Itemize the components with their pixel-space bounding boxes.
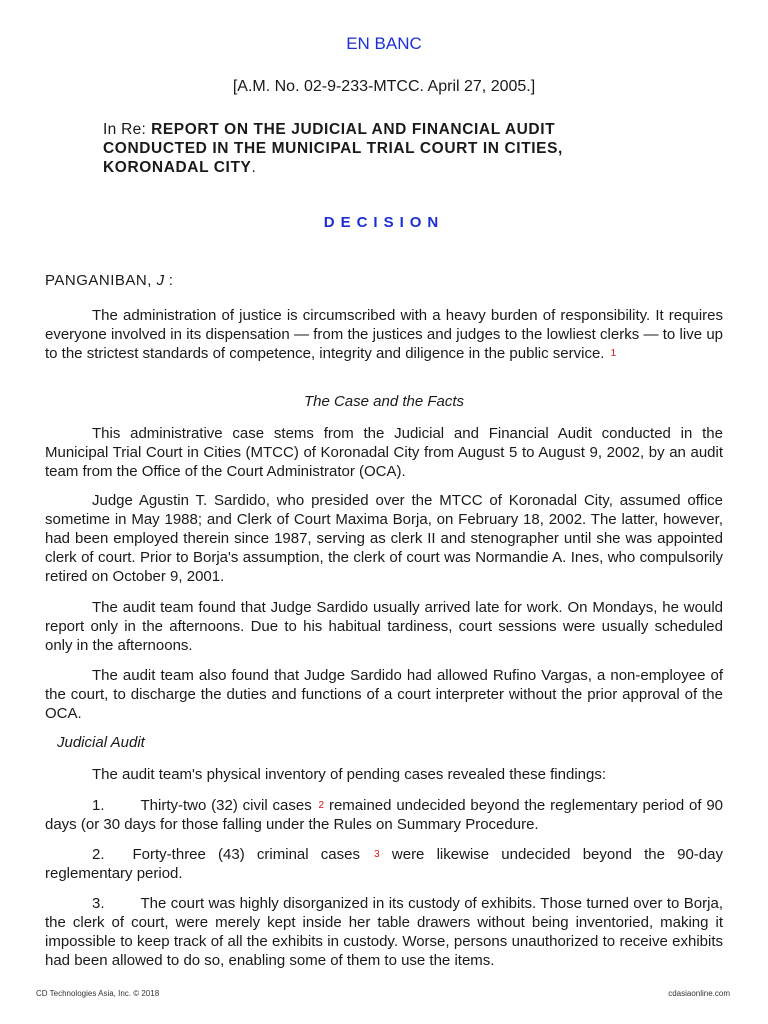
list-item-2-number: 2. — [92, 846, 105, 863]
paragraph-4: The audit team found that Judge Sardido usually arrived late for work. On Mondays, he would report only in the afternoons. Due to his habitual tardiness, court sessions were usually scheduled only in the afternoons. — [45, 599, 723, 654]
footer-copyright: CD Technologies Asia, Inc. © 2018 — [36, 989, 160, 998]
list-item-3 — [45, 894, 723, 970]
footnote-link-1[interactable]: 1 — [610, 348, 617, 359]
decision-heading: DECISION — [323, 214, 445, 231]
list-item-2-text-a: Forty-three (43) criminal cases — [132, 846, 360, 863]
document-page — [45, 0, 723, 1024]
paragraph-1-text: The administration of justice is circumscribed with a heavy burden of responsibility. It requires everyone involved in its dispensation — from the justices and judges to the lowliest clerks — to live up to the strictest standards of competence, integrity and diligence in the public service. — [45, 307, 723, 362]
case-title-lead: In Re: — [103, 121, 147, 138]
docket-number: [A.M. No. 02-9-233-MTCC. April 27, 2005.] — [232, 78, 536, 95]
list-item-3-number: 3. — [92, 895, 105, 912]
paragraph-3: Judge Agustin T. Sardido, who presided over the MTCC of Koronadal City, assumed office sometime in May 1988; and Clerk of Court Maxima Borja, on February 18, 2002. The latter, however, had been employed therein since 1987, serving as clerk II and stenographer until she was appointed clerk of court. Prior to Borja's assumption, the clerk of court was Normandie A. Ines, who compulsorily retired on October 9, 2001. — [45, 492, 723, 585]
list-item-2 — [45, 845, 723, 883]
list-item-1-number: 1. — [92, 797, 105, 814]
list-item-1-text-b: remained undecided beyond the reglementary period of 90 days (or 30 days for those falling under the Rules on Summary Procedure. — [45, 797, 724, 833]
paragraph-1 — [45, 306, 723, 363]
division-label: EN BANC — [346, 34, 422, 53]
ponente-name: PANGANIBAN, — [45, 272, 152, 289]
list-item-1 — [45, 796, 723, 834]
paragraph-2: This administrative case stems from the Judicial and Financial Audit conducted in the Municipal Trial Court in Cities (MTCC) of Koronadal City from August 5 to August 9, 2002, by an audit team from the Office of the Court Administrator (OCA). — [45, 425, 723, 480]
list-item-3-text: The court was highly disorganized in its custody of exhibits. Those turned over to Borja, the clerk of court, were merely kept inside her table drawers without being inventoried, making it impossible to keep track of all the exhibits in custody. Worse, persons unauthorized to receive exhibits had been allowed to do so, enabling some of them to use the items. — [45, 895, 723, 969]
ponente-colon: : — [168, 272, 174, 289]
section-heading-case-facts: The Case and the Facts — [303, 393, 465, 410]
case-title — [103, 120, 663, 177]
section-heading-judicial-audit: Judicial Audit — [57, 734, 145, 751]
list-item-2-text-b: were likewise undecided beyond the 90-day reglementary period. — [45, 846, 723, 882]
footnote-link-2[interactable]: 2 — [318, 800, 325, 811]
paragraph-6: The audit team's physical inventory of pending cases revealed these findings: — [92, 766, 606, 783]
ponente-designation: J — [156, 272, 165, 289]
ponente — [45, 272, 173, 289]
case-title-text: REPORT ON THE JUDICIAL AND FINANCIAL AUDIT CONDUCTED IN THE MUNICIPAL TRIAL COURT IN CITIES, KORONADAL CITY — [103, 121, 563, 176]
case-title-period: . — [251, 159, 257, 176]
paragraph-5: The audit team also found that Judge Sardido had allowed Rufino Vargas, a non-employee of the court, to discharge the duties and functions of a court interpreter without the prior approval of the OCA. — [45, 667, 723, 722]
list-item-1-text-a: Thirty-two (32) civil cases — [140, 797, 312, 814]
footer-website[interactable]: cdasiaonline.com — [668, 989, 730, 998]
footnote-link-3[interactable]: 3 — [374, 849, 380, 860]
